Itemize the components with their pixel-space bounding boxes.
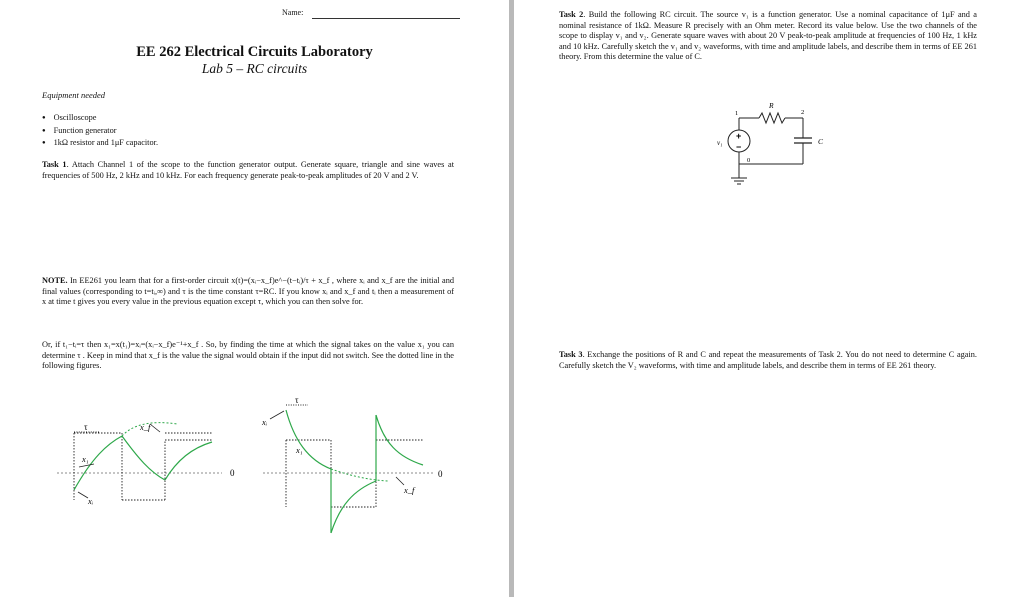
asymptote-dotted-curve: [331, 469, 388, 481]
task1-text: . Attach Channel 1 of the scope to the function generator output. Generate square, triangle and sine waves at frequencies of 500 Hz, 2 kHz and 10 kHz. For each frequency generate peak-to-peak amplitudes of 20 V and 2 V.: [42, 160, 454, 180]
rising-exponential-curve: [165, 442, 212, 480]
task2-label: Task 2: [559, 10, 584, 19]
note-text: In EE261 you learn that for a first-order circuit x(t)=(xᵢ−x_f)e^−(t−tᵢ)/τ + x_f , where xᵢ and x_f are the initial and final values (corresponding to t=tᵢ,∞) and τ is the time constant τ=RC. If you know xᵢ and x_f and tᵢ then a measurement of x at time t gives you every value in the previous equation except τ, which you can then solve for.: [42, 276, 454, 307]
task1-paragraph: [42, 160, 454, 181]
course-title: EE 262 Electrical Circuits Laboratory: [136, 44, 373, 60]
rc-response-figure-2: [258, 395, 458, 540]
note-paragraph: [42, 276, 454, 308]
note-label: NOTE.: [42, 276, 68, 285]
lab-title: Lab 5 – RC circuits: [201, 61, 308, 76]
name-underline: [312, 18, 460, 19]
task3-label: Task 3: [559, 350, 583, 359]
xi-pointer: [270, 411, 284, 419]
xf-pointer: [396, 477, 404, 485]
resistor-symbol: [759, 113, 785, 123]
rc-response-figure-1: [52, 400, 252, 515]
node-0-label: 0: [747, 157, 751, 164]
capacitor-label: C: [818, 137, 824, 146]
decaying-exponential-curve: [286, 410, 331, 469]
document-page-2: [514, 0, 1024, 597]
equipment-item: ● 1kΩ resistor and 1μF capacitor.: [56, 137, 158, 150]
resistor-label: R: [769, 101, 774, 110]
name-label: Name:: [282, 8, 304, 17]
task2-paragraph: [559, 10, 977, 63]
source-label: v₁: [717, 139, 723, 147]
xi-label: xᵢ: [262, 417, 268, 427]
task2-text: . Build the following RC circuit. The source v₁ is a function generator. Use a nominal capacitance of 1μF and a nominal resistance of 1kΩ. Measure R precisely with an Ohm meter. Record its value below. Use the two channels of the scope to display v₁ and v₂. Generate square waves with about 20 V peak-to-peak amplitude at frequencies of 100 Hz, 1 kHz and 10 kHz. Carefully sketch the v₁ and v₂ waveforms, with time and amplitude labels, and describe them in terms of EE 261 theory. From this determine the value of C.: [559, 10, 977, 62]
task1-label: Task 1: [42, 160, 67, 169]
rc-circuit-schematic: [699, 98, 839, 190]
xf-label: x_f: [404, 485, 415, 495]
xf-label: x_f: [140, 422, 151, 432]
task3-text: . Exchange the positions of R and C and repeat the measurements of Task 2. You do not need to determine C again. Carefully sketch the V₂ waveforms, with time and amplitude labels, and describe them in terms of EE 261 theory.: [559, 350, 977, 370]
node-1-label: 1: [735, 110, 739, 117]
or-paragraph: Or, if t₁−tᵢ=τ then x₁=x(t₁)=xᵢ=(xᵢ−x_f)e⁻¹+x_f . So, by finding the time at which the signal takes on the value x₁ you can determine τ . Keep in mind that x_f is the value the signal would obtain if the input did not switch. See the dotted line in the following figures.: [42, 340, 454, 371]
tau-label: τ: [295, 395, 299, 405]
document-page-1: [0, 0, 509, 597]
equipment-item: ● Oscilloscope: [56, 112, 158, 125]
zero-label: 0: [438, 469, 443, 479]
task3-paragraph: [559, 350, 977, 371]
plus-sign: +: [736, 131, 742, 141]
xf-pointer: [150, 424, 160, 432]
minus-sign: −: [736, 142, 742, 152]
xi-label: xᵢ: [88, 496, 94, 506]
x1-label: x₁: [296, 445, 303, 455]
equipment-item: ● Function generator: [56, 125, 158, 138]
equipment-heading: Equipment needed: [42, 90, 106, 100]
xi-pointer: [78, 492, 88, 498]
node-2-label: 2: [801, 109, 805, 116]
x1-pointer: [79, 464, 94, 467]
equipment-list: [53, 112, 159, 150]
tau-label: τ: [84, 422, 88, 432]
x1-label: x₁: [82, 454, 89, 464]
zero-label: 0: [230, 468, 235, 478]
